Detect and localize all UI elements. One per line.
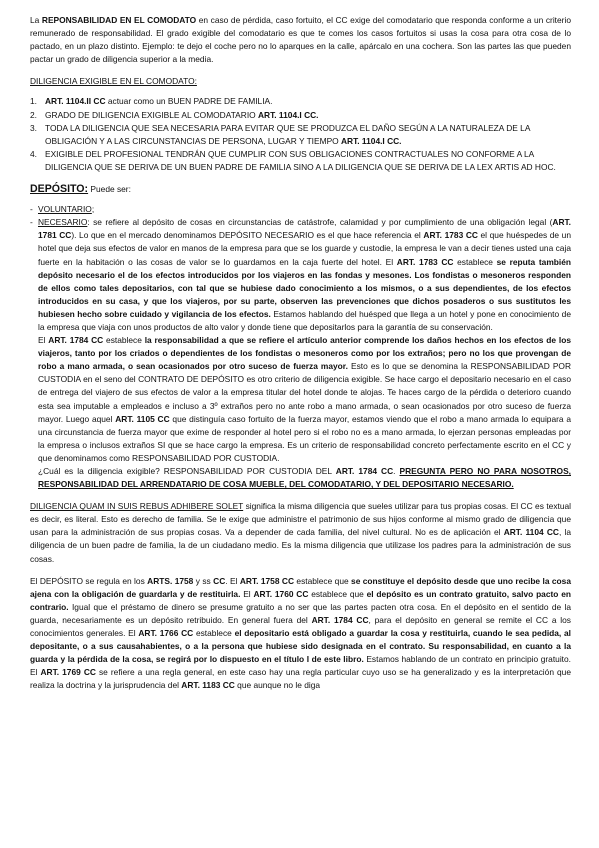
art-1784-paragraph (38, 334, 571, 465)
p1784-run: establece (103, 335, 145, 346)
final-run: y ss (193, 575, 214, 586)
p1784-run: la responsabilidad a que se refiere el artículo anterior comprende los daños hechos en los efectos de los viajeros, tanto por los criados o dependientes de los fondistas o mesoneros como por los extraños; pero no los que provengan de robo a mano armada, o sean ocasionados por otro suceso de fuerza mayor. (38, 335, 571, 372)
final-run: el depósito es un contrato gratuito, salvo pacto en contrario. (30, 588, 571, 612)
final-run: ART. 1760 CC (253, 588, 309, 599)
quam-paragraph (30, 500, 571, 565)
necesario-paragraph (38, 216, 571, 334)
list-number: 2. (30, 109, 37, 120)
final-run: ARTS. 1758 (147, 575, 194, 586)
final-run: Estamos hablando de un contrato en principio gratuito. El (30, 654, 571, 678)
list-number: 4. (30, 148, 37, 159)
final-run: El (240, 588, 254, 599)
necesario_text-run: se reputa también depósito necesario el de los efectos introducidos por los viajeros en las fondas y mesones. Los fondistas o mesoneros responden de ellos como tales depositarios, con tal que se hubiese dado conocimiento a los mismos, o a sus dependientes, de los efectos introducidos en su casa, y que los viajeros, por su parte, observen las prevenciones que dichos posaderos o sus sustitutos les hubiesen hecho sobre cuidado y vigilancia de los efectos. (38, 256, 571, 319)
necesario_text-run: ). Lo que en el mercado denominamos DEPÓSITO NECESARIO es el que hace referencia el (71, 230, 424, 241)
deposito-subheading: Puede ser: (88, 184, 131, 195)
diligencia-heading: DILIGENCIA EXIGIBLE EN EL COMODATO: (30, 76, 197, 87)
list-item-text: ART. 1104.II CC (45, 96, 106, 107)
quam-run: , la diligencia de un buen padre de familia, la de un ciudadano medio. Es la misma diligencia que utilizase los padres para la administración de sus cosas. (30, 527, 571, 564)
list-item-text: GRADO DE DILIGENCIA EXIGIBLE AL COMODATARIO (45, 109, 258, 120)
list-number: 3. (30, 122, 37, 133)
necesario_text-run: ART. 1781 CC (38, 217, 571, 241)
deposito-regulation-paragraph (30, 575, 571, 693)
p1784-run: El (38, 335, 49, 346)
necesario-label: NECESARIO (38, 217, 88, 228)
necesario_text-run: establece (453, 256, 497, 267)
p1784-run: ART. 1105 CC (115, 413, 170, 424)
pregunta-run: ART. 1784 CC (335, 466, 394, 476)
final-run: establece que (294, 575, 352, 586)
final-run: establece que (308, 588, 367, 599)
final-run: se refiere a una regla general, en este caso hay una regla particular cuyo uso se ha generalizado y es la interpretación que realiza la doctrina y la jurisprudencia del (30, 667, 571, 691)
final-run: establece (193, 628, 235, 639)
final-run: ART. 1769 CC (40, 667, 96, 678)
final-run: ART. 1758 CC (239, 575, 294, 586)
p1784-run: que distinguía caso fortuito de la fuerza mayor, estamos viendo que el robo a mano armada lo equipara a una circunstancia de fuerza mayor que exime de responder al hotel pero si el robo no es a mano armada, lo ejerzan personas empleadas por la empresa o inclusos extraños SI que se hace cargo la empresa. Es un criterio de responsabilidad concreto perfectamente escrito en el CC y que denominamos como RESPONSABILIDAD POR CUSTODIA. (38, 413, 572, 463)
deposito-heading: DEPÓSITO: (30, 183, 89, 196)
final-run: ART. 1766 CC (138, 628, 194, 639)
pregunta-paragraph (38, 465, 571, 491)
list-item-text: ART. 1104.I CC. (341, 135, 402, 146)
list-item-text: actuar como un BUEN PADRE DE FAMILIA. (105, 96, 273, 107)
final-run: El DEPÓSITO se regula en los (30, 575, 148, 586)
final-run: ART. 1183 CC (181, 680, 235, 691)
intro-run: en caso de pérdida, caso fortuito, el CC exige del comodatario que responda conforme a un criterio remunerado de responsabilidad. El grado exigible del comodatario es que te comes los casos fortuitos si usas la cosa para otra cosa de lo pactado, en un plazo distinto. Ejemplo: te dejo el coche pero no lo aparques en la calle, apárcalo en una cochera. Son las partes las que pueden pactar un grado de diligencia superior a la media. (30, 15, 571, 65)
voluntario-item: - VOLUNTARIO; (30, 204, 95, 215)
necesario_text-run: el que huéspedes de un hotel que deja sus efectos de valor en manos de la empresa para que se los guarde y custodie, la empresa le van a decir tienes usted una caja fuerte en la habitación o las cosas de valor se lo guardamos en la caja fuerte del hotel. El (38, 230, 571, 267)
intro-run: REPONSABILIDAD EN EL COMODATO (41, 15, 197, 25)
necesario_text-run: Estamos hablando del huésped que llega a un hotel y pone en conocimiento de la empresa que viaja con unos productos de alto valor y donde tiene que depositarlos para la garantía de su conservación. (38, 308, 572, 332)
diligencia-list-item (30, 109, 571, 122)
intro-run: La (30, 15, 42, 25)
list-item-text: TODA LA DILIGENCIA QUE SEA NECESARIA PARA EVITAR QUE SE PRODUZCA EL DAÑO SEGÚN A LA NATURALEZA DE LA OBLIGACIÓN Y A LAS CIRCUNSTANCIAS DE PERSONA, LUGAR Y TIEMPO (45, 122, 530, 146)
intro-paragraph (30, 14, 571, 66)
quam-run: ART. 1104 CC (503, 527, 559, 538)
diligencia-list-item (30, 122, 571, 148)
necesario-item: - NECESARIO: se refiere al depósito de cosas en circunstancias de catástrofe, calamidad y por cumplimiento de una obligación legal (ART. 1781 CC). Lo que en el mercado denominamos DEPÓSITO NECESARIO es el que hace referencia el ART. 1783 CC el que huéspedes de un hotel que deja sus efectos de valor en manos de la empresa para que se los guarde y custodie, la empresa le van a decir tienes usted una caja fuerte en la habitación o las cosas de valor se lo guardamos en la caja fuerte del hotel. El ART. 1783 CC establece se reputa también depósito necesario el de los efectos introducidos por los viajeros en las fondas y mesones. Los fondistas o mesoneros responden de ellos como tales depositarios, con tal que se hubiese dado conocimiento a los mismos, o a sus dependientes, de los efectos introducidos en su casa, y que los viajeros, por su parte, observen las prevenciones que dichos posaderos o sus sustitutos les hubiesen hecho sobre cuidado y vigilancia de los efectos. Estamos hablando del huésped que llega a un hotel y pone en conocimiento de la empresa que viaja con unos productos de alto valor y donde tiene que depositarlos para la garantía de su conservación. El ART. 1784 CC establece la responsabilidad a que se refiere el artículo anterior comprende los daños hechos en los efectos de los viajeros, tanto por los criados o dependientes de los fondistas o mesoneros como por los extraños; pero no los que provengan de robo a mano armada, o sean ocasionados por otro suceso de fuerza mayor. Esto es lo que se denomina la RESPONSABILIDAD POR CUSTODIA en el seno del CONTRATO DE DEPÓSITO es otro criterio de diligencia exigible. Se hace cargo el depositario necesario en el caso de entrega del viajero de sus efectos de valor a la empresa titular del hotel donde te alojas. Te haces cargo de la pérdida o deterioro cuando esta sea imputable a empleados e incluso a 3º extraños pero no ante robo a mano armada, o sean ocasionados por otro suceso de fuerza mayor. Luego aquel ART. 1105 CC que distinguía caso fortuito de la fuerza mayor, estamos viendo que el robo a mano armada lo equipara a una circunstancia de fuerza mayor que exime de responder al hotel pero si el robo no es a mano armada, lo ejerzan personas empleadas por la empresa o inclusos extraños SI que se hace cargo la empresa. Es un criterio de responsabilidad concreto perfectamente escrito en el CC y que denominamos como RESPONSABILIDAD POR CUSTODIA. ¿Cuál es la diligencia exigible? RESPONSABILIDAD POR CUSTODIA DEL ART. 1784 CC. PREGUNTA PERO NO PARA NOSOTROS, RESPONSABILIDAD DEL ARRENDATARIO DE COSA MUEBLE, DEL COMODATARIO, Y DEL DEPOSITARIO NECESARIO. (30, 216, 571, 491)
quam-run: DILIGENCIA QUAM IN SUIS REBUS ADHIBERE SOLET (30, 501, 244, 512)
pregunta-run: ¿Cuál es la diligencia exigible? RESPONSABILIDAD POR CUSTODIA DEL (38, 466, 336, 476)
necesario_text-run: : se refiere al depósito de cosas en circunstancias de catástrofe, calamidad y por cumplimiento de una obligación legal ( (87, 217, 553, 228)
final-run: que aunque no le diga (234, 680, 321, 691)
diligencia-list-item (30, 148, 571, 174)
necesario_text-run: ART. 1783 CC (423, 230, 478, 241)
necesario_text-run: ART. 1783 CC (396, 256, 454, 267)
final-run: , para el depósito en general se remite el CC a los conocimientos generales. El (30, 614, 571, 639)
p1784-run: Esto es lo que se denomina la RESPONSABILIDAD POR CUSTODIA en el seno del CONTRATO DE DEPÓSITO es otro criterio de diligencia exigible. Se hace cargo el depositario necesario en el caso de entrega del viajero de sus efectos de valor a la empresa titular del hotel donde te alojas. Te haces cargo de la pérdida o deterioro cuando esta sea imputable a empleados e incluso a 3º extraños pero no ante robo a mano armada, o sean ocasionados por otro suceso de fuerza mayor. Luego aquel (38, 361, 571, 424)
diligencia-list-item (30, 95, 571, 108)
list-item-text: ART. 1104.I CC. (258, 109, 319, 120)
final-run: el depositario está obligado a guardar la cosa y restituirla, cuando le sea pedida, al depositante, o a sus causahabientes, o a la persona que hubiese sido designada en el contrato. Su responsabilidad, en cuanto a la guarda y la pérdida de la cosa, se regirá por lo dispuesto en el título I de este libro. (30, 628, 571, 665)
deposito-heading-line (30, 183, 571, 196)
pregunta-run: . (393, 466, 400, 476)
final-run: ART. 1784 CC (311, 614, 369, 625)
pregunta-run: PREGUNTA PERO NO PARA NOSOTROS, RESPONSABILIDAD DEL ARRENDATARIO DE COSA MUEBLE, DEL COMODATARIO, Y DEL DEPOSITARIO NECESARIO. (38, 466, 571, 490)
p1784-run: ART. 1784 CC (48, 335, 104, 346)
final-run: . El (225, 575, 240, 586)
final-run: Igual que el préstamo de dinero se presume gratuito a no ser que las partes pacten otra cosa. En el depósito en el sentido de la guarda, necesariamente es un depósito retribuido. En general fuera del (30, 601, 571, 625)
list-item-text: EXIGIBLE DEL PROFESIONAL TENDRÁN QUE CUMPLIR CON SUS OBLIGACIONES CONTRACTUALES NO CONFORME A LA DILIGENCIA QUE SE DERIVA DE UN BUEN PADRE DE FAMILIA SINO A LA DILIGENCIA QUE SE DERIVA DE LA LEX ARTIS AD HOC. (45, 148, 556, 172)
final-run: se constituye el depósito desde que uno recibe la cosa ajena con la obligación de guardarla y de restituirla. (30, 575, 571, 599)
quam-run: significa la misma diligencia que sueles utilizar para tus propias cosas. El CC es textual es decir, es literal. Esto es derecho de familia. Se le exige que administre el patrimonio de sus hijos conforme al mismo grado de diligencia que usan para la administración de sus propias cosas. Va a depender de cada familia, del nivel cultural. No es de aplicación el (30, 501, 572, 538)
final-run: CC (213, 575, 226, 586)
diligencia-list (30, 95, 571, 174)
list-number: 1. (30, 96, 37, 107)
voluntario-label: VOLUNTARIO (38, 204, 92, 215)
